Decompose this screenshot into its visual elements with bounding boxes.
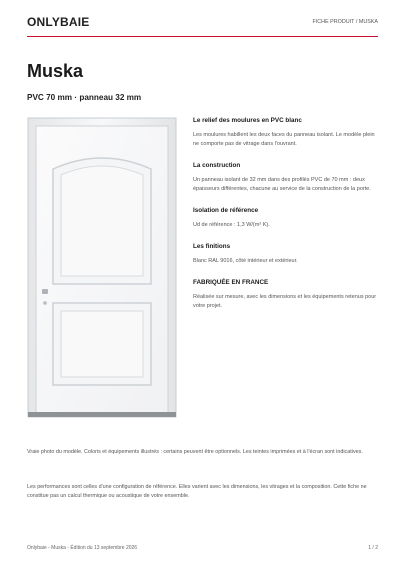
features-list	[193, 117, 377, 324]
feature-heading: FABRIQUÉE EN FRANCE	[193, 279, 269, 286]
page-number: 1 / 2	[368, 545, 378, 551]
upper-panel-inner	[61, 166, 143, 276]
feature-heading: La construction	[193, 162, 241, 169]
feature-body: Blanc RAL 9016, côté intérieur et extérieur.	[193, 258, 298, 264]
feature-heading: Les finitions	[193, 243, 231, 250]
feature-body: Ud de référence : 1,3 W/(m² K).	[193, 222, 270, 228]
door-photo	[27, 117, 177, 419]
brand-logo: ONLYBAIE	[27, 15, 90, 29]
feature-section	[193, 279, 377, 311]
lower-panel-inner	[61, 311, 143, 377]
feature-section	[193, 207, 377, 230]
footer-edition: Onlybaie - Muska - Édition du 13 septembre 2026	[27, 545, 138, 551]
door-handle	[42, 289, 48, 294]
feature-section	[193, 243, 377, 266]
feature-section	[193, 162, 377, 194]
feature-body: Un panneau isolant de 32 mm dans des profilés PVC de 70 mm : deux épaisseurs différentes, chacune au service de la construction de la porte.	[193, 177, 371, 192]
product-title: Muska	[27, 61, 84, 81]
feature-heading: Isolation de référence	[193, 207, 259, 214]
product-subtitle: PVC 70 mm · panneau 32 mm	[27, 93, 142, 102]
performance-disclaimer: Les performances sont celles d'une configuration de référence. Elles varient avec les dimensions, les vitrages et la composition. Cette fiche ne constitue pas un calcul thermique ou acoustique de votre ensemble.	[27, 484, 367, 499]
photo-disclaimer: Vraie photo du modèle. Coloris et équipements illustrés : certains peuvent être optionnels. Les teintes imprimées et à l'écran sont indicatives.	[27, 449, 363, 455]
feature-body: Réalisée sur mesure, avec les dimensions et les équipements retenus pour votre projet.	[193, 294, 377, 309]
door-threshold	[28, 412, 176, 417]
feature-heading: Le relief des moulures en PVC blanc	[193, 117, 302, 124]
header-divider	[27, 36, 378, 37]
feature-section	[193, 117, 377, 149]
feature-body: Les moulures habillent les deux faces du panneau isolant. Le modèle plein ne comporte pas de vitrage dans l'ouvrant.	[193, 132, 375, 147]
keyhole-icon	[43, 301, 47, 305]
document-category: FICHE PRODUIT / MUSKA	[312, 19, 378, 25]
door-illustration	[27, 117, 177, 419]
